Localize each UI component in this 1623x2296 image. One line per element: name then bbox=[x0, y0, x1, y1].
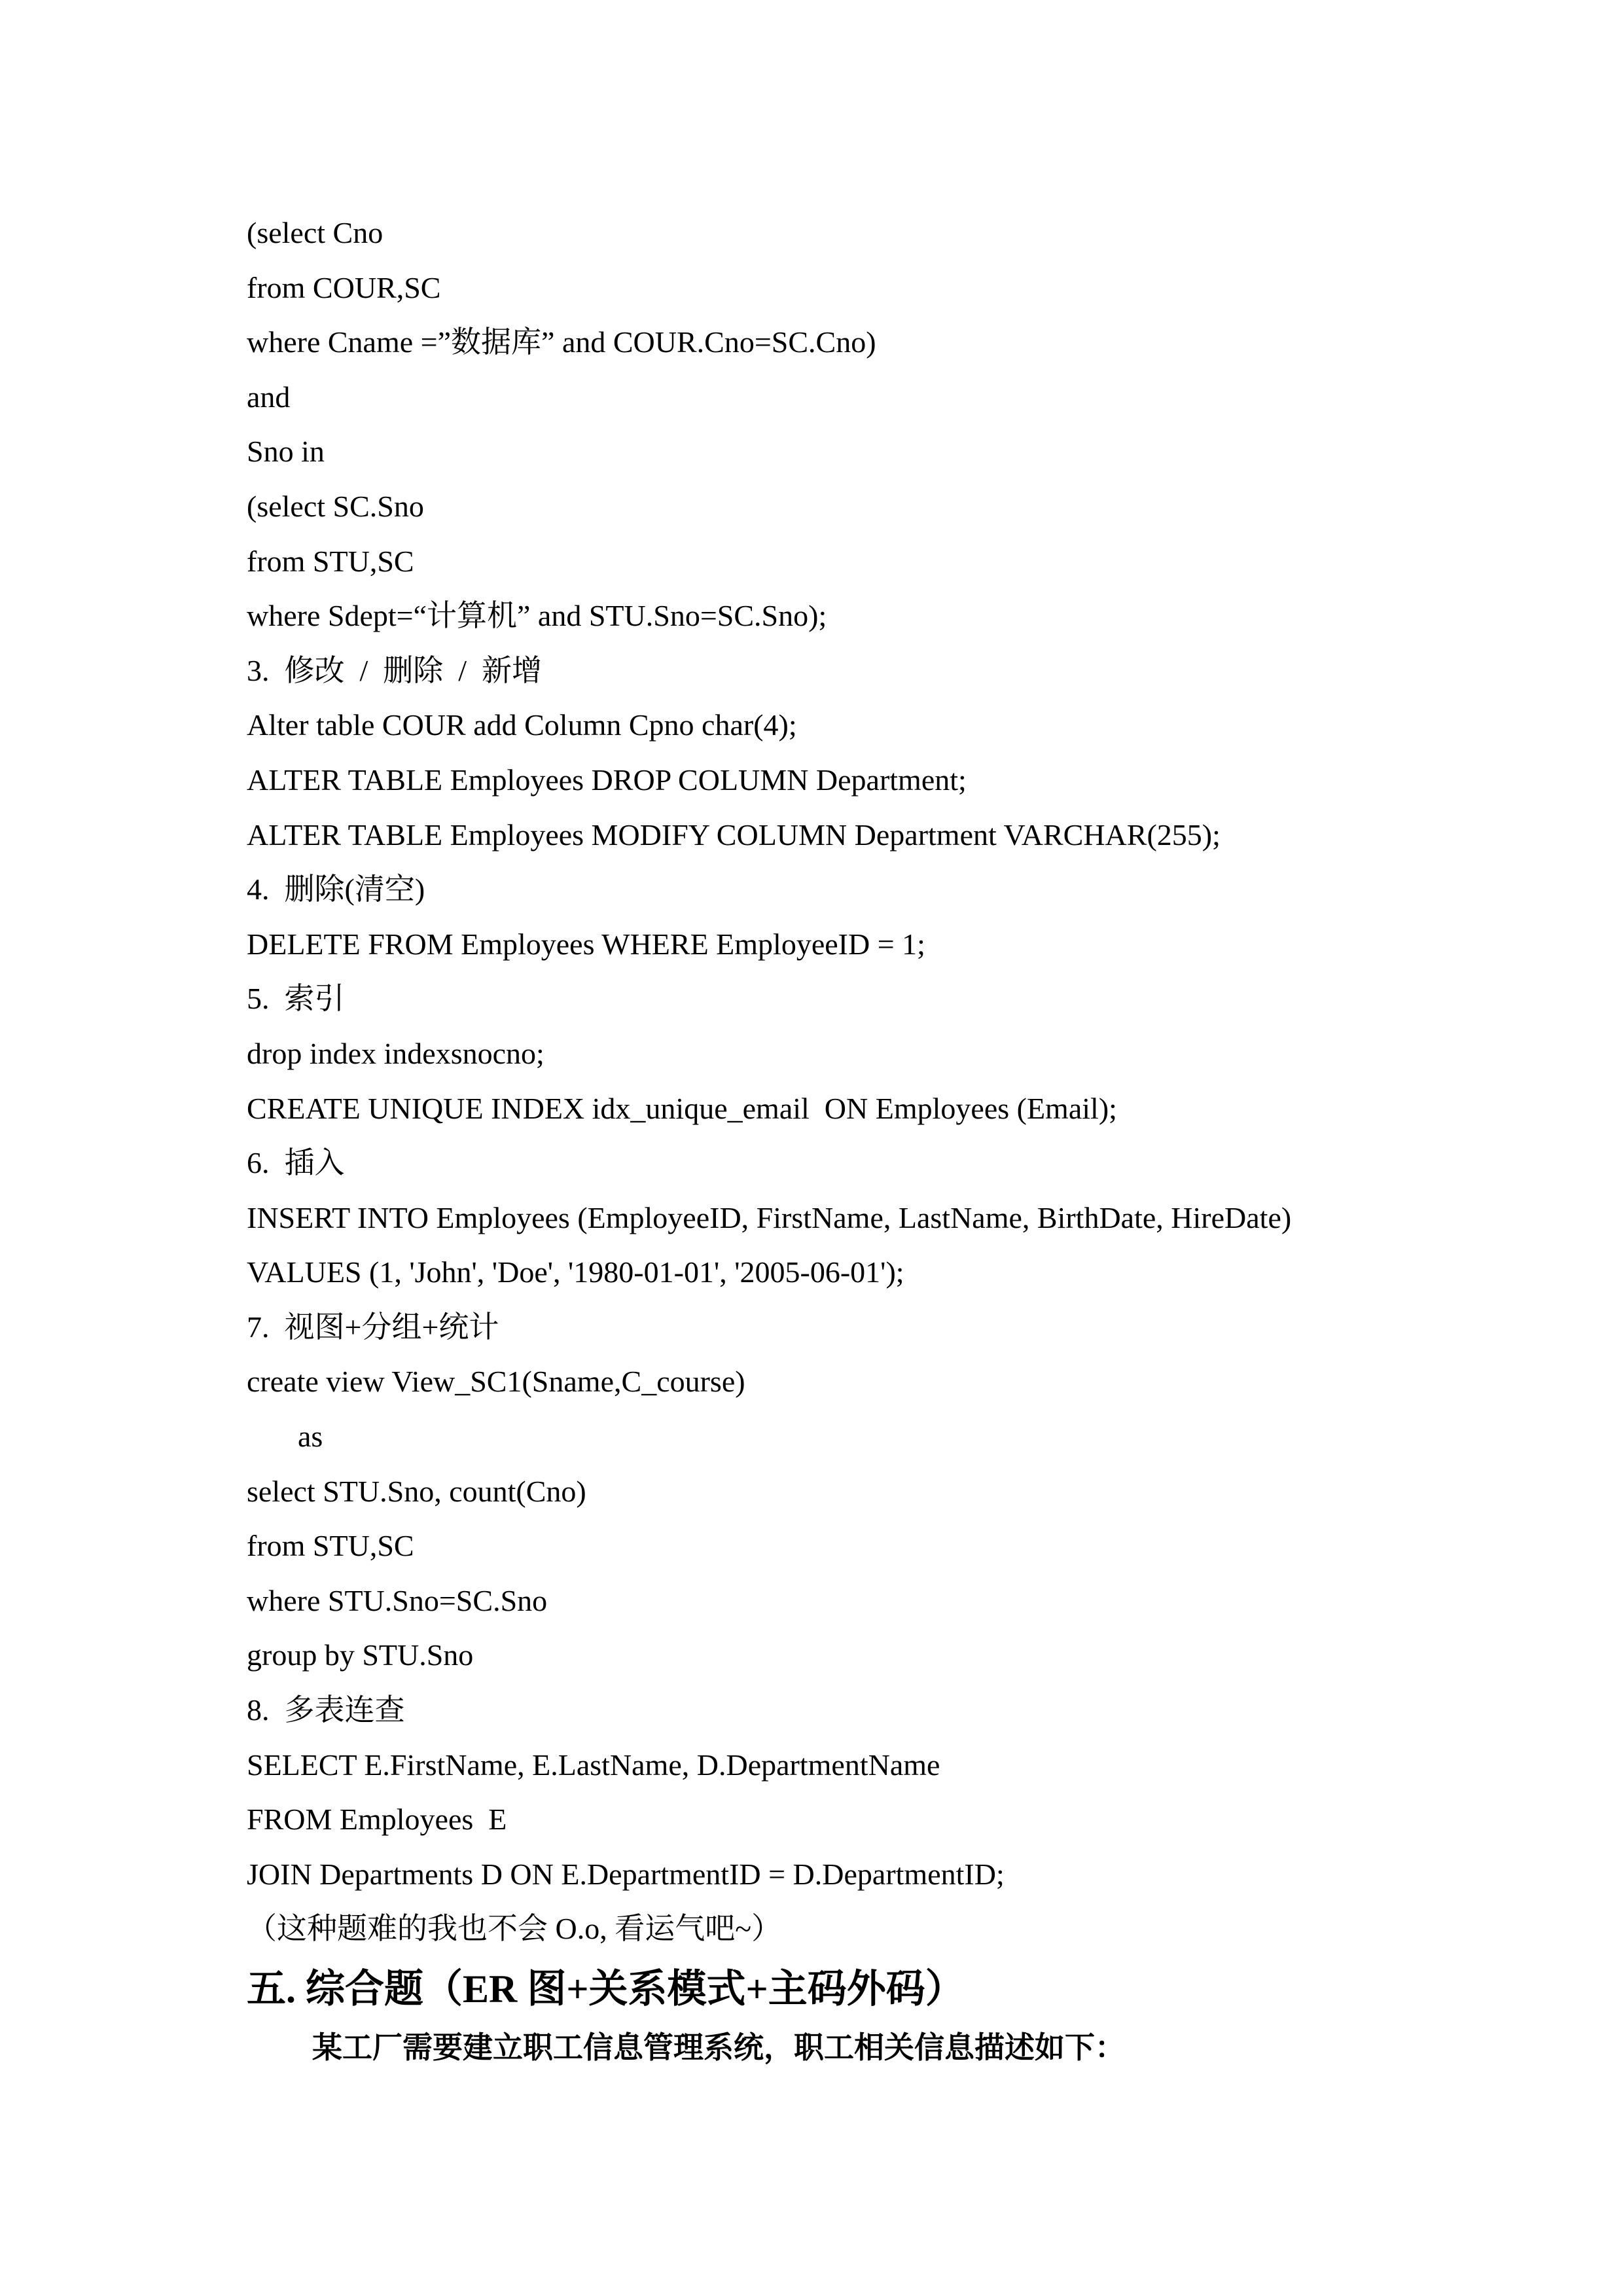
item-heading-8: 8. 多表连查 bbox=[247, 1693, 405, 1727]
code-line: ALTER TABLE Employees MODIFY COLUMN Department VARCHAR(255); bbox=[247, 817, 1221, 852]
code-line: drop index indexsnocno; bbox=[247, 1036, 544, 1070]
code-line: (select SC.Sno bbox=[247, 489, 424, 523]
code-line: from STU,SC bbox=[247, 544, 414, 578]
code-line: ALTER TABLE Employees DROP COLUMN Department; bbox=[247, 762, 967, 797]
code-line: FROM Employees E bbox=[247, 1803, 507, 1837]
code-line: where STU.Sno=SC.Sno bbox=[247, 1583, 548, 1617]
code-line: and bbox=[247, 380, 291, 414]
code-line: (select Cno bbox=[247, 216, 383, 249]
code-line: where Cname =”数据库” and COUR.Cno=SC.Cno) bbox=[247, 325, 876, 359]
item-heading-7: 7. 视图+分组+统计 bbox=[247, 1310, 499, 1344]
document-content bbox=[247, 206, 1490, 2074]
code-line: Alter table COUR add Column Cpno char(4); bbox=[247, 708, 797, 742]
code-line: group by STU.Sno bbox=[247, 1638, 474, 1672]
code-line: from COUR,SC bbox=[247, 270, 441, 304]
note-line: （这种题难的我也不会 O.o, 看运气吧~） bbox=[247, 1912, 782, 1946]
code-line: select STU.Sno, count(Cno) bbox=[247, 1474, 586, 1508]
item-heading-4: 4. 删除(清空) bbox=[247, 872, 425, 906]
code-line: where Sdept=“计算机” and STU.Sno=SC.Sno); bbox=[247, 599, 827, 633]
code-line: CREATE UNIQUE INDEX idx_unique_email ON Employees (Email); bbox=[247, 1091, 1117, 1125]
code-line: JOIN Departments D ON E.DepartmentID = D.DepartmentID; bbox=[247, 1857, 1005, 1891]
item-heading-5: 5. 索引 bbox=[247, 982, 345, 1016]
code-line: create view View_SC1(Sname,C_course) bbox=[247, 1365, 745, 1399]
code-line: INSERT INTO Employees (EmployeeID, FirstName, LastName, BirthDate, HireDate) bbox=[247, 1200, 1292, 1234]
code-line: as bbox=[298, 1420, 323, 1454]
item-heading-6: 6. 插入 bbox=[247, 1146, 345, 1180]
code-line: DELETE FROM Employees WHERE EmployeeID = 1; bbox=[247, 927, 925, 961]
item-heading-3: 3. 修改 / 删除 / 新增 bbox=[247, 653, 543, 687]
code-line: VALUES (1, 'John', 'Doe', '1980-01-01', '2005-06-01'); bbox=[247, 1255, 904, 1289]
code-line: from STU,SC bbox=[247, 1529, 414, 1563]
section-description: 某工厂需要建立职工信息管理系统，职工相关信息描述如下： bbox=[312, 2031, 1125, 2064]
section-heading: 五. 综合题（ER 图+关系模式+主码外码） bbox=[247, 1967, 965, 2011]
code-line: SELECT E.FirstName, E.LastName, D.DepartmentName bbox=[247, 1748, 940, 1782]
code-line: Sno in bbox=[247, 435, 325, 469]
